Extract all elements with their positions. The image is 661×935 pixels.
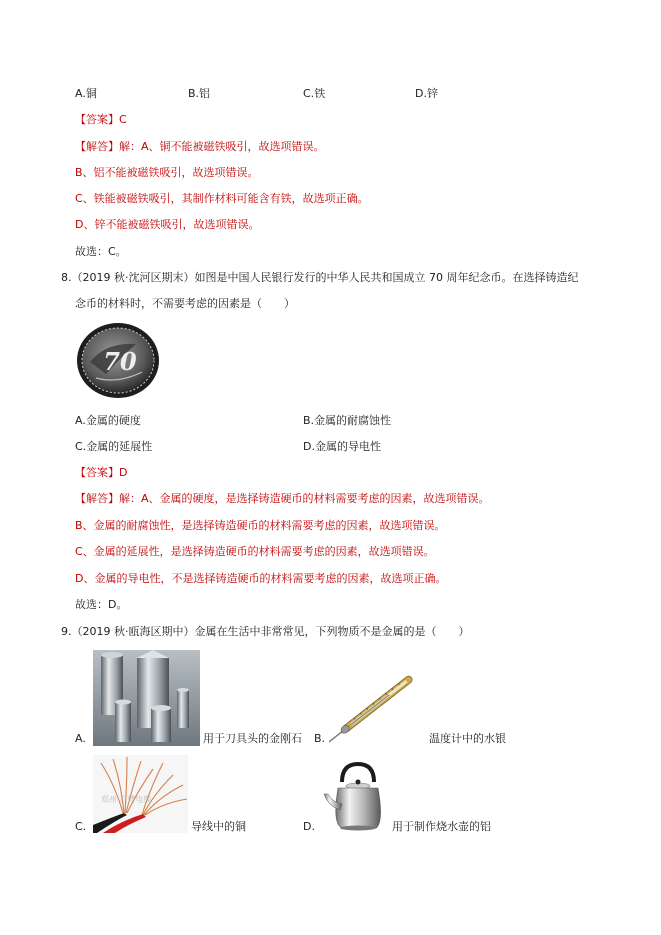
q7-option-b — [188, 87, 210, 101]
q7-option-a — [75, 87, 97, 101]
commemorative-coin-image — [76, 322, 160, 399]
option-text: 金属的延展性 — [86, 440, 153, 453]
q9-option-c-label: C. — [75, 820, 87, 833]
q8-analysis-line-3: C、金属的延展性，是选择铸造硬币的材料需要考虑的因素，故选项错误。 — [75, 545, 435, 558]
q8-option-b — [303, 414, 391, 428]
q8-analysis-line-2: B、金属的耐腐蚀性，是选择铸造硬币的材料需要考虑的因素，故选项错误。 — [75, 519, 446, 532]
option-label: A. — [75, 87, 86, 100]
option-text: 铁 — [314, 87, 326, 100]
q8-answer — [75, 466, 127, 480]
q8-choice: 故选：D。 — [75, 598, 128, 611]
stem-text: （2019 秋·瓯海区期中）金属在生活中非常常见，下列物质不是金属的是（ ） — [71, 625, 470, 638]
option-text: 金属的硬度 — [85, 414, 141, 427]
q9-option-d-text: 用于制作烧水壶的铝 — [392, 820, 491, 833]
q7-analysis-line-2: B、铝不能被磁铁吸引，故选项错误。 — [75, 166, 259, 179]
q8-stem-line-1 — [61, 271, 578, 285]
coin-inscription: 70 — [103, 347, 137, 376]
option-label: D. — [415, 87, 427, 100]
q8-option-a — [75, 414, 141, 428]
q8-analysis-line-4: D、金属的导电性，不是选择铸造硬币的材料需要考虑的因素，故选项正确。 — [75, 572, 447, 585]
q9-option-b-label: B. — [314, 732, 326, 745]
analysis-text: 解：A、铜不能被磁铁吸引，故选项错误。 — [119, 140, 325, 153]
q8-analysis-line-1 — [75, 492, 490, 506]
answer-tag: 【答案】 — [75, 466, 119, 479]
option-text: 金属的耐腐蚀性 — [314, 414, 392, 427]
analysis-tag: 【解答】 — [75, 140, 119, 153]
option-label: D. — [303, 440, 315, 453]
analysis-tag: 【解答】 — [75, 492, 119, 505]
q7-option-d — [415, 87, 438, 101]
q9-option-a-text: 用于刀具头的金刚石 — [203, 732, 302, 745]
watermark-text: 郑州·石博电缆 — [101, 795, 152, 804]
stem-text: （2019 秋·沈河区期末）如图是中国人民银行发行的中华人民共和国成立 70 周年纪念币。在选择铸造纪 — [71, 271, 579, 284]
option-label: B. — [303, 414, 315, 427]
answer-tag: 【答案】 — [75, 113, 119, 126]
q9-option-b-text: 温度计中的水银 — [429, 732, 506, 745]
answer-value: C — [119, 113, 127, 126]
q9-option-d-label: D. — [303, 820, 315, 833]
q9-option-a-label: A. — [75, 732, 86, 745]
q7-analysis-line-4: D、锌不能被磁铁吸引，故选项错误。 — [75, 218, 260, 231]
option-label: C. — [303, 87, 315, 100]
q7-option-c — [303, 87, 325, 101]
option-label: C. — [75, 440, 87, 453]
diamond-tool-bits-image — [93, 650, 200, 746]
q8-option-c — [75, 440, 152, 454]
question-number: 8. — [61, 271, 72, 284]
q9-stem — [61, 625, 470, 639]
q7-analysis-line-1 — [75, 140, 325, 154]
question-number: 9. — [61, 625, 72, 638]
q8-option-d — [303, 440, 381, 454]
copper-wire-image — [93, 755, 188, 833]
aluminum-kettle-image — [322, 760, 390, 832]
option-text: 金属的导电性 — [314, 440, 381, 453]
thermometer-image — [329, 665, 425, 745]
option-label: B. — [188, 87, 200, 100]
q7-answer — [75, 113, 127, 127]
answer-value: D — [119, 466, 128, 479]
option-label: A. — [75, 414, 86, 427]
option-text: 锌 — [426, 87, 438, 100]
option-text: 铜 — [85, 87, 97, 100]
q7-analysis-line-3: C、铁能被磁铁吸引，其制作材料可能含有铁，故选项正确。 — [75, 192, 369, 205]
q7-choice: 故选：C。 — [75, 245, 127, 258]
option-text: 铝 — [199, 87, 211, 100]
q9-option-c-text: 导线中的铜 — [191, 820, 246, 833]
q8-stem-line-2: 念币的材料时，不需要考虑的因素是（ ） — [75, 297, 295, 310]
analysis-text: 解：A、金属的硬度，是选择铸造硬币的材料需要考虑的因素，故选项错误。 — [119, 492, 490, 505]
